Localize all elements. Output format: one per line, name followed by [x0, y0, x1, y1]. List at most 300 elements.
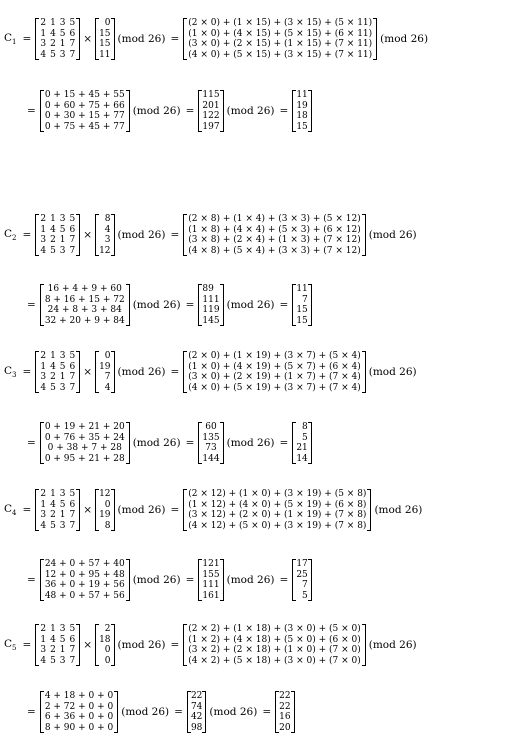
matrix-cell: 14 — [296, 453, 308, 464]
matrix-cell: 7 — [69, 39, 76, 49]
matrix-cell: 20 — [279, 722, 291, 733]
equals-sign: = — [22, 639, 32, 651]
expanded-products — [183, 18, 377, 60]
partial-sums — [40, 559, 130, 601]
matrix-cell: 2 — [40, 214, 47, 224]
matrix-cell: 7 — [69, 235, 76, 245]
matrix-cell: 5 — [50, 245, 56, 256]
key-matrix — [35, 489, 80, 531]
equals-sign: = — [279, 437, 289, 449]
matrix-cell: 0 — [104, 18, 111, 28]
matrix-cell: 201 — [202, 100, 220, 111]
block-1-label: $C_1$ — [4, 31, 17, 47]
equals-sign: = — [185, 574, 195, 586]
matrix-cell: 2 + 72 + 0 + 0 — [44, 701, 114, 712]
matrix-cell: 5 — [50, 520, 56, 531]
plaintext-vector — [95, 214, 114, 256]
matrix-cell: 15 — [296, 315, 308, 326]
matrix-cell: 2 — [50, 235, 56, 245]
matrix-table — [186, 489, 368, 531]
matrix-cell: 1 — [40, 634, 47, 645]
matrix-cell: 1 — [59, 235, 66, 245]
matrix-cell: 3 — [104, 235, 111, 245]
matrix-cell: 7 — [69, 372, 76, 382]
equals-sign: = — [185, 105, 195, 117]
matrix-cell: 0 — [104, 351, 111, 361]
matrix-cell: 1 — [50, 489, 56, 499]
matrix-cell: 11 — [296, 90, 308, 100]
plaintext-vector — [95, 489, 114, 531]
matrix-cell: 4 — [50, 361, 56, 372]
matrix-table — [186, 18, 374, 60]
matrix-cell: 3 — [40, 645, 47, 655]
matrix-cell: 5 — [69, 489, 76, 499]
mod-label: (mod 26) — [132, 299, 181, 311]
matrix-cell: 7 — [302, 580, 308, 590]
mod-label: (mod 26) — [209, 706, 258, 718]
plaintext-vector — [95, 18, 114, 60]
mod-label: (mod 26) — [117, 366, 166, 378]
block-2-row-2 — [24, 284, 313, 326]
key-matrix — [35, 214, 80, 256]
block-3-label: $C_3$ — [4, 364, 17, 380]
matrix-cell: 5 — [50, 655, 56, 666]
matrix-cell: 1 — [40, 361, 47, 372]
partial-sums — [40, 691, 118, 733]
equals-sign: = — [174, 706, 183, 718]
matrix-table — [295, 90, 308, 132]
equals-sign: = — [279, 105, 289, 117]
matrix-cell: 15 — [296, 121, 308, 132]
partial-sums — [40, 284, 130, 326]
matrix-cell: 5 — [59, 224, 66, 235]
matrix-table — [190, 691, 203, 733]
matrix-table — [201, 422, 220, 464]
matrix-cell: (4 × 0) + (5 × 15) + (3 × 15) + (7 × 11) — [188, 49, 373, 60]
times-sign: × — [83, 366, 93, 378]
matrix-cell: 5 — [302, 432, 308, 443]
totals-vector — [198, 559, 223, 601]
matrix-table — [43, 422, 127, 464]
matrix-cell: 74 — [190, 701, 203, 712]
matrix-cell: 19 — [99, 510, 111, 520]
matrix-cell: 5 — [302, 590, 308, 601]
equals-sign: = — [170, 229, 180, 241]
expanded-products — [183, 489, 371, 531]
matrix-table — [98, 351, 111, 393]
matrix-cell: 7 — [69, 645, 76, 655]
totals-vector — [198, 284, 223, 326]
matrix-cell: 11 — [296, 284, 308, 294]
matrix-cell: 4 + 18 + 0 + 0 — [44, 691, 114, 701]
matrix-cell: 7 — [69, 49, 76, 60]
matrix-cell: 3 — [59, 351, 66, 361]
matrix-cell: 1 — [50, 624, 56, 634]
matrix-cell: (1 × 8) + (4 × 4) + (5 × 3) + (6 × 12) — [188, 224, 361, 235]
matrix-cell: 7 — [69, 382, 76, 393]
matrix-cell: 73 — [205, 443, 217, 453]
matrix-cell: 0 — [104, 499, 111, 510]
matrix-cell: 6 — [69, 634, 76, 645]
block-2-row-1 — [4, 214, 419, 256]
plaintext-vector — [95, 351, 114, 393]
matrix-cell: (3 × 0) + (2 × 15) + (1 × 15) + (7 × 11) — [188, 39, 373, 49]
matrix-cell: 7 — [69, 245, 76, 256]
matrix-cell: 3 — [59, 382, 66, 393]
totals-vector — [198, 90, 223, 132]
matrix-cell: 122 — [202, 111, 220, 121]
matrix-cell: 5 — [69, 214, 76, 224]
matrix-cell: 197 — [202, 121, 220, 132]
mod-label: (mod 26) — [132, 437, 181, 449]
block-3-row-2 — [24, 422, 313, 464]
block-5-row-1 — [4, 624, 419, 666]
matrix-cell: 2 — [40, 351, 47, 361]
block-5-row-2 — [24, 691, 296, 733]
equals-sign: = — [22, 504, 32, 516]
matrix-cell: 3 — [59, 18, 66, 28]
equals-sign: = — [170, 639, 180, 651]
matrix-cell: 2 — [40, 18, 47, 28]
matrix-cell: 5 — [59, 28, 66, 39]
matrix-cell: 4 — [50, 28, 56, 39]
matrix-cell: 22 — [279, 691, 291, 701]
matrix-cell: 1 — [40, 28, 47, 39]
matrix-cell: 32 + 20 + 9 + 84 — [44, 315, 125, 326]
matrix-table — [98, 18, 111, 60]
equals-sign: = — [27, 105, 36, 117]
mod-label: (mod 26) — [121, 706, 170, 718]
matrix-cell: 3 — [59, 245, 66, 256]
mod-label: (mod 26) — [226, 437, 275, 449]
matrix-cell: 4 — [104, 382, 111, 393]
matrix-cell: 3 — [59, 49, 66, 60]
matrix-table — [38, 489, 77, 531]
matrix-cell: 7 — [302, 294, 308, 305]
result-vector — [292, 90, 311, 132]
matrix-cell: 17 — [296, 559, 308, 569]
expanded-products — [183, 351, 365, 393]
matrix-cell: 155 — [202, 569, 220, 580]
matrix-cell: 19 — [99, 361, 111, 372]
matrix-cell: 15 — [99, 28, 111, 39]
matrix-table — [278, 691, 291, 733]
equals-sign: = — [27, 706, 36, 718]
equals-sign: = — [170, 504, 180, 516]
matrix-cell: 0 — [104, 655, 111, 666]
matrix-cell: 11 — [99, 49, 111, 60]
times-sign: × — [83, 504, 93, 516]
matrix-cell: 0 + 19 + 21 + 20 — [44, 422, 125, 432]
matrix-cell: 6 — [69, 361, 76, 372]
matrix-cell: 4 — [50, 499, 56, 510]
partial-sums — [40, 90, 130, 132]
matrix-cell: 1 — [40, 499, 47, 510]
matrix-cell: 98 — [190, 722, 203, 733]
matrix-cell: 12 + 0 + 95 + 48 — [44, 569, 125, 580]
matrix-cell: 60 — [205, 422, 217, 432]
block-4-row-2 — [24, 559, 313, 601]
matrix-cell: (3 × 8) + (2 × 4) + (1 × 3) + (7 × 12) — [188, 235, 361, 245]
matrix-cell: 119 — [202, 305, 220, 315]
key-matrix — [35, 351, 80, 393]
equals-sign: = — [22, 33, 32, 45]
matrix-table — [38, 18, 77, 60]
matrix-cell: 19 — [296, 100, 308, 111]
equals-sign: = — [279, 299, 289, 311]
block-4-row-1 — [4, 489, 424, 531]
matrix-cell: 5 — [50, 382, 56, 393]
matrix-table — [295, 284, 308, 326]
matrix-cell: 2 — [50, 645, 56, 655]
matrix-cell: 5 — [59, 361, 66, 372]
matrix-cell: 5 — [69, 624, 76, 634]
partial-sums — [40, 422, 130, 464]
mod-label: (mod 26) — [368, 229, 417, 241]
matrix-cell: 0 + 60 + 75 + 66 — [44, 100, 125, 111]
matrix-cell: 8 — [302, 422, 308, 432]
mod-label: (mod 26) — [368, 639, 417, 651]
matrix-cell: 144 — [202, 453, 220, 464]
matrix-cell: 121 — [202, 559, 220, 569]
matrix-cell: 16 + 4 + 9 + 60 — [47, 284, 122, 294]
matrix-cell: 2 — [50, 372, 56, 382]
mod-label: (mod 26) — [117, 229, 166, 241]
matrix-table — [98, 489, 111, 531]
matrix-cell: 42 — [190, 712, 203, 722]
matrix-cell: 4 — [40, 49, 47, 60]
matrix-cell: 4 — [40, 655, 47, 666]
matrix-cell: (2 × 0) + (1 × 19) + (3 × 7) + (5 × 4) — [188, 351, 361, 361]
mod-label: (mod 26) — [132, 574, 181, 586]
matrix-cell: (3 × 12) + (2 × 0) + (1 × 19) + (7 × 8) — [188, 510, 367, 520]
matrix-table — [295, 422, 308, 464]
block-5-label: $C_5$ — [4, 637, 17, 653]
matrix-cell: 1 — [59, 510, 66, 520]
equals-sign: = — [170, 33, 180, 45]
matrix-cell: 8 + 16 + 15 + 72 — [44, 294, 125, 305]
matrix-table — [38, 214, 77, 256]
matrix-table — [43, 559, 127, 601]
matrix-cell: (4 × 8) + (5 × 4) + (3 × 3) + (7 × 12) — [188, 245, 361, 256]
matrix-cell: 3 — [40, 235, 47, 245]
matrix-cell: 1 — [50, 18, 56, 28]
mod-label: (mod 26) — [374, 504, 423, 516]
matrix-cell: 1 — [59, 645, 66, 655]
matrix-table — [295, 559, 308, 601]
matrix-cell: 145 — [202, 315, 220, 326]
equals-sign: = — [22, 366, 32, 378]
matrix-cell: 0 + 95 + 21 + 28 — [44, 453, 125, 464]
matrix-cell: 4 — [50, 634, 56, 645]
matrix-cell: 8 + 90 + 0 + 0 — [44, 722, 114, 733]
equals-sign: = — [185, 299, 195, 311]
matrix-cell: 1 — [50, 351, 56, 361]
equals-sign: = — [170, 366, 180, 378]
matrix-cell: 25 — [296, 569, 308, 580]
matrix-cell: 0 + 76 + 35 + 24 — [44, 432, 125, 443]
mod-label: (mod 26) — [226, 299, 275, 311]
matrix-cell: 5 — [59, 499, 66, 510]
matrix-cell: (1 × 12) + (4 × 0) + (5 × 19) + (6 × 8) — [188, 499, 367, 510]
matrix-cell: (4 × 12) + (5 × 0) + (3 × 19) + (7 × 8) — [188, 520, 367, 531]
equals-sign: = — [279, 574, 289, 586]
matrix-cell: 12 — [99, 489, 111, 499]
matrix-cell: 1 — [59, 372, 66, 382]
matrix-cell: (1 × 0) + (4 × 19) + (5 × 7) + (6 × 4) — [188, 361, 361, 372]
block-3-row-1 — [4, 351, 419, 393]
matrix-table — [201, 559, 220, 601]
matrix-cell: 135 — [202, 432, 220, 443]
block-4-label: $C_4$ — [4, 502, 17, 518]
matrix-cell: 5 — [59, 634, 66, 645]
matrix-table — [186, 351, 362, 393]
matrix-cell: 22 — [190, 691, 203, 701]
mod-label: (mod 26) — [132, 105, 181, 117]
matrix-cell: 21 — [296, 443, 308, 453]
matrix-cell: 3 — [59, 214, 66, 224]
block-2-label: $C_2$ — [4, 227, 17, 243]
matrix-cell: (2 × 0) + (1 × 15) + (3 × 15) + (5 × 11) — [188, 18, 373, 28]
matrix-cell: 7 — [69, 510, 76, 520]
matrix-cell: 3 — [59, 624, 66, 634]
matrix-cell: 4 — [104, 224, 111, 235]
matrix-cell: 5 — [50, 49, 56, 60]
equals-sign: = — [27, 437, 36, 449]
matrix-cell: (1 × 0) + (4 × 15) + (5 × 15) + (6 × 11) — [188, 28, 373, 39]
matrix-table — [43, 90, 127, 132]
matrix-cell: 3 — [40, 39, 47, 49]
key-matrix — [35, 624, 80, 666]
mod-label: (mod 26) — [226, 105, 275, 117]
matrix-cell: (1 × 2) + (4 × 18) + (5 × 0) + (6 × 0) — [188, 634, 361, 645]
matrix-cell: 2 — [104, 624, 111, 634]
mod-label: (mod 26) — [368, 366, 417, 378]
matrix-cell: 3 — [59, 520, 66, 531]
matrix-cell: 6 — [69, 28, 76, 39]
matrix-cell: 7 — [69, 520, 76, 531]
matrix-cell: (3 × 2) + (2 × 18) + (1 × 0) + (7 × 0) — [188, 645, 361, 655]
matrix-table — [186, 624, 362, 666]
matrix-cell: 3 — [59, 489, 66, 499]
matrix-cell: 24 + 0 + 57 + 40 — [44, 559, 125, 569]
matrix-cell: 15 — [296, 305, 308, 315]
equals-sign: = — [22, 229, 32, 241]
expanded-products — [183, 624, 365, 666]
matrix-cell: 111 — [202, 294, 220, 305]
matrix-cell: 111 — [202, 580, 220, 590]
matrix-cell: 16 — [279, 712, 291, 722]
equals-sign: = — [27, 574, 36, 586]
matrix-cell: 18 — [99, 634, 111, 645]
result-vector — [292, 559, 311, 601]
mod-label: (mod 26) — [117, 33, 166, 45]
expanded-products — [183, 214, 365, 256]
matrix-cell: 5 — [69, 351, 76, 361]
matrix-table — [201, 284, 220, 326]
matrix-cell: 7 — [69, 655, 76, 666]
matrix-cell: 1 — [50, 214, 56, 224]
mod-label: (mod 26) — [226, 574, 275, 586]
matrix-cell: 3 — [40, 510, 47, 520]
equals-sign: = — [27, 299, 36, 311]
matrix-cell: 12 — [99, 245, 111, 256]
totals-vector — [187, 691, 206, 733]
matrix-table — [98, 214, 111, 256]
matrix-table — [43, 284, 127, 326]
matrix-cell: 0 + 30 + 15 + 77 — [44, 111, 125, 121]
matrix-table — [43, 691, 115, 733]
matrix-cell: 5 — [69, 18, 76, 28]
matrix-cell: 0 + 15 + 45 + 55 — [44, 90, 125, 100]
totals-vector — [198, 422, 223, 464]
matrix-cell: 6 + 36 + 0 + 0 — [44, 712, 114, 722]
matrix-cell: (2 × 8) + (1 × 4) + (3 × 3) + (5 × 12) — [188, 214, 361, 224]
mod-label: (mod 26) — [117, 639, 166, 651]
matrix-cell: 8 — [104, 214, 111, 224]
matrix-cell: (2 × 12) + (1 × 0) + (3 × 19) + (5 × 8) — [188, 489, 367, 499]
matrix-cell: 36 + 0 + 19 + 56 — [44, 580, 125, 590]
matrix-cell: 2 — [50, 510, 56, 520]
matrix-cell: 18 — [296, 111, 308, 121]
times-sign: × — [83, 33, 93, 45]
matrix-cell: 0 — [104, 645, 111, 655]
matrix-cell: 48 + 0 + 57 + 56 — [44, 590, 125, 601]
matrix-cell: 161 — [202, 590, 220, 601]
matrix-cell: 4 — [40, 382, 47, 393]
matrix-cell: (2 × 2) + (1 × 18) + (3 × 0) + (5 × 0) — [188, 624, 361, 634]
matrix-cell: 15 — [99, 39, 111, 49]
result-vector — [292, 284, 311, 326]
matrix-cell: 0 + 38 + 7 + 28 — [47, 443, 122, 453]
matrix-cell: 22 — [279, 701, 291, 712]
matrix-cell: 3 — [59, 655, 66, 666]
matrix-cell: 4 — [50, 224, 56, 235]
matrix-cell: 4 — [40, 520, 47, 531]
plaintext-vector — [95, 624, 114, 666]
matrix-cell: 2 — [40, 489, 47, 499]
matrix-table — [38, 624, 77, 666]
matrix-cell: 1 — [59, 39, 66, 49]
matrix-cell: 115 — [202, 90, 220, 100]
mod-label: (mod 26) — [117, 504, 166, 516]
matrix-cell: 0 + 75 + 45 + 77 — [44, 121, 125, 132]
matrix-table — [201, 90, 220, 132]
matrix-cell: (4 × 2) + (5 × 18) + (3 × 0) + (7 × 0) — [188, 655, 361, 666]
key-matrix — [35, 18, 80, 60]
matrix-table — [98, 624, 111, 666]
matrix-cell: 6 — [69, 224, 76, 235]
block-1-row-1 — [4, 18, 430, 60]
matrix-table — [186, 214, 362, 256]
matrix-cell: 4 — [40, 245, 47, 256]
equals-sign: = — [185, 437, 195, 449]
matrix-cell: 8 — [104, 520, 111, 531]
matrix-cell: 2 — [40, 624, 47, 634]
matrix-cell: 89 — [202, 284, 214, 294]
result-vector — [292, 422, 311, 464]
times-sign: × — [83, 229, 93, 241]
matrix-cell: 24 + 8 + 3 + 84 — [47, 305, 122, 315]
times-sign: × — [83, 639, 93, 651]
matrix-cell: (4 × 0) + (5 × 19) + (3 × 7) + (7 × 4) — [188, 382, 361, 393]
matrix-table — [38, 351, 77, 393]
block-1-row-2 — [24, 90, 313, 132]
matrix-cell: (3 × 0) + (2 × 19) + (1 × 7) + (7 × 4) — [188, 372, 361, 382]
matrix-cell: 3 — [40, 372, 47, 382]
matrix-cell: 2 — [50, 39, 56, 49]
equals-sign: = — [262, 706, 272, 718]
